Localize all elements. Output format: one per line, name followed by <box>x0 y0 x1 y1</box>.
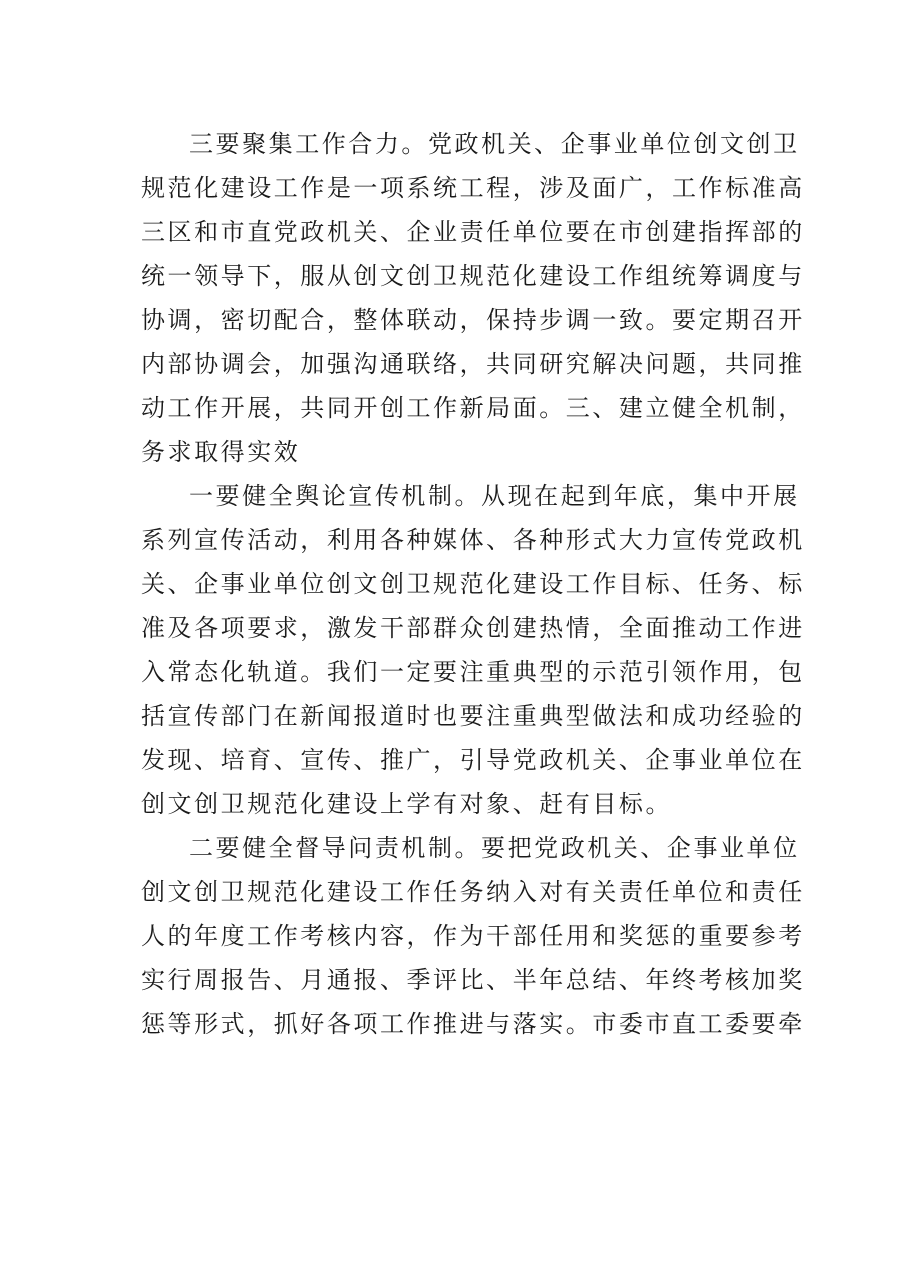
text-line: 内部协调会，加强沟通联络，共同研究解决问题，共同推 <box>141 350 805 378</box>
text-line: 系列宣传活动，利用各种媒体、各种形式大力宣传党政机 <box>141 526 805 554</box>
text-line: 关、企事业单位创文创卫规范化建设工作目标、任务、标 <box>141 570 805 598</box>
paragraph-2 <box>141 474 805 826</box>
text-line: 入常态化轨道。我们一定要注重典型的示范引领作用，包 <box>141 658 805 686</box>
paragraph-1 <box>141 122 805 474</box>
document-body <box>141 122 805 1046</box>
text-line: 规范化建设工作是一项系统工程，涉及面广，工作标准高 <box>141 174 805 202</box>
text-line: 创文创卫规范化建设工作任务纳入对有关责任单位和责任 <box>141 878 805 906</box>
text-line: 三区和市直党政机关、企业责任单位要在市创建指挥部的 <box>141 218 805 246</box>
text-line: 括宣传部门在新闻报道时也要注重典型做法和成功经验的 <box>141 702 805 730</box>
text-line: 人的年度工作考核内容，作为干部任用和奖惩的重要参考 <box>141 922 805 950</box>
text-line: 准及各项要求，激发干部群众创建热情，全面推动工作进 <box>141 614 805 642</box>
text-line: 协调，密切配合，整体联动，保持步调一致。要定期召开 <box>141 306 805 334</box>
text-line: 三要聚集工作合力。党政机关、企事业单位创文创卫 <box>189 130 800 158</box>
paragraph-3 <box>141 826 805 1046</box>
text-line: 统一领导下，服从创文创卫规范化建设工作组统筹调度与 <box>141 262 805 290</box>
text-line: 创文创卫规范化建设上学有对象、赶有目标。 <box>141 790 672 818</box>
text-line: 惩等形式，抓好各项工作推进与落实。市委市直工委要牵 <box>141 1010 805 1038</box>
text-line: 实行周报告、月通报、季评比、半年总结、年终考核加奖 <box>141 966 805 994</box>
text-line: 动工作开展，共同开创工作新局面。三、建立健全机制， <box>141 394 805 422</box>
text-line: 发现、培育、宣传、推广，引导党政机关、企事业单位在 <box>141 746 805 774</box>
text-line: 二要健全督导问责机制。要把党政机关、企事业单位 <box>189 834 800 862</box>
text-line: 务求取得实效 <box>141 438 301 466</box>
text-line: 一要健全舆论宣传机制。从现在起到年底，集中开展 <box>189 482 800 510</box>
